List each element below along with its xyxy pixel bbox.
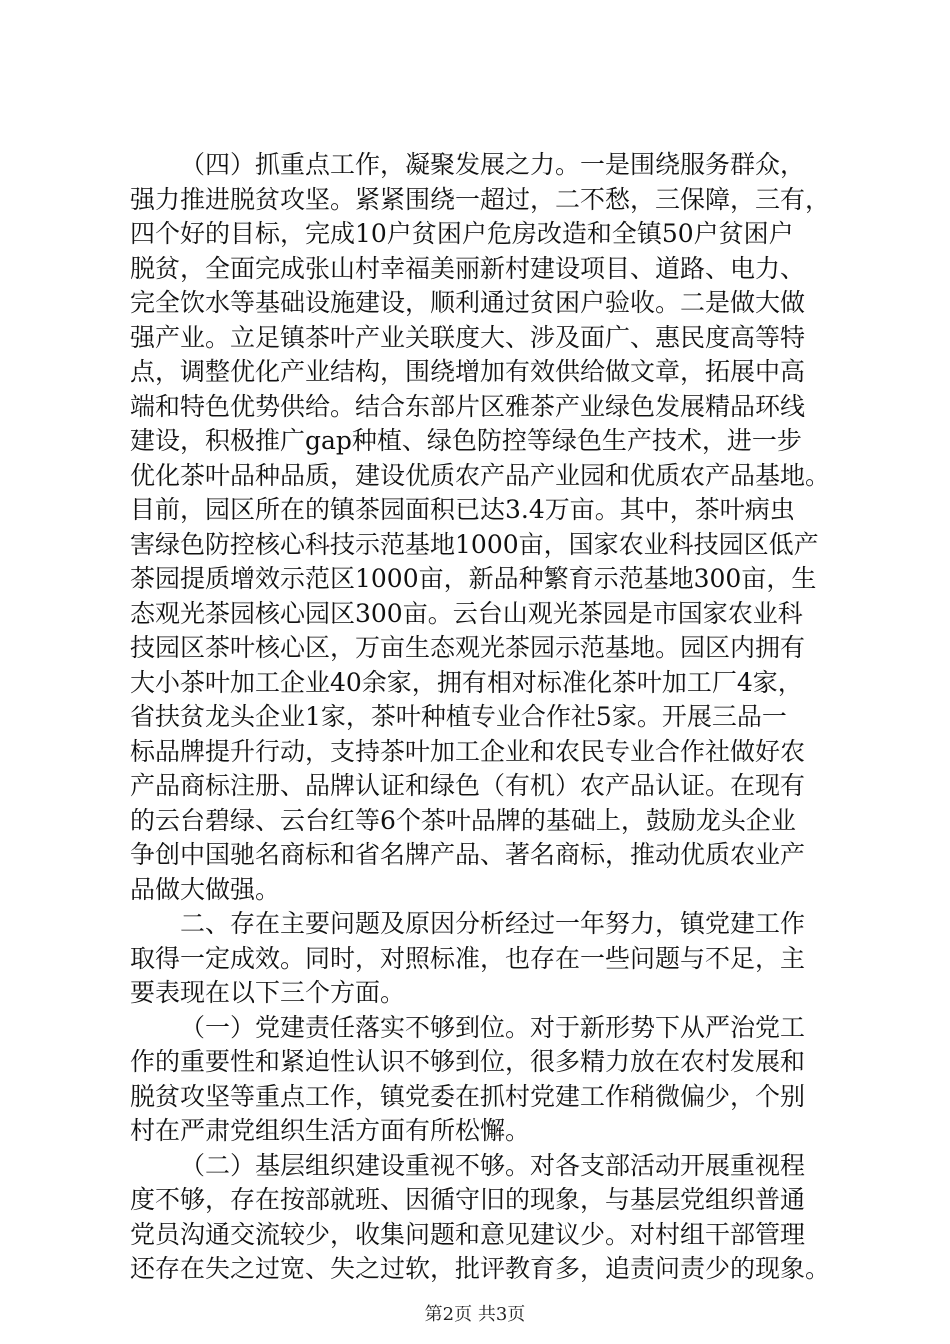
- paragraph-key-work: [130, 148, 860, 907]
- text-line: 点，调整优化产业结构，围绕增加有效供给做文章，拓展中高: [130, 357, 806, 386]
- text-line: 害绿色防控核心科技示范基地1000亩，国家农业科技园区低产: [130, 529, 819, 559]
- page-footer: 第2页 共3页: [424, 1304, 526, 1325]
- text-line: 四个好的目标，完成10户贫困户危房改造和全镇50户贫困户: [130, 219, 794, 248]
- text-line: 目前，园区所在的镇茶园面积已达3.4万亩。其中，茶叶病虫: [130, 495, 795, 524]
- text-line: 脱贫，全面完成张山村幸福美丽新村建设项目、道路、电力、: [130, 253, 806, 283]
- text-line: （一）党建责任落实不够到位。对于新形势下从严治党工: [180, 1012, 806, 1042]
- text-line: 茶园提质增效示范区1000亩，新品种繁育示范基地300亩，生: [130, 564, 817, 593]
- text-line: 标品牌提升行动，支持茶叶加工企业和农民专业合作社做好农: [130, 736, 806, 766]
- text-line: 技园区茶叶核心区，万亩生态观光茶园示范基地。园区内拥有: [130, 633, 806, 662]
- text-line: 大小茶叶加工企业40余家，拥有相对标准化茶叶加工厂4家，: [130, 667, 803, 697]
- text-line: 二、存在主要问题及原因分析经过一年努力，镇党建工作: [180, 909, 806, 938]
- paragraph-responsibility: [130, 1011, 860, 1149]
- text-line: 取得一定成效。同时，对照标准，也存在一些问题与不足，主: [130, 943, 806, 973]
- text-line: 村在严肃党组织生活方面有所松懈。: [130, 1116, 531, 1145]
- text-line: 脱贫攻坚等重点工作，镇党委在抓村党建工作稍微偏少，个别: [130, 1081, 806, 1111]
- text-line: 省扶贫龙头企业1家，茶叶种植专业合作社5家。开展三品一: [130, 702, 787, 731]
- text-line: （四）抓重点工作，凝聚发展之力。一是围绕服务群众，: [180, 150, 806, 179]
- text-line: 品做大做强。: [130, 874, 281, 904]
- text-line: 党员沟通交流较少，收集问题和意见建议少。对村组干部管理: [130, 1219, 806, 1249]
- text-line: 度不够，存在按部就班、因循守旧的现象，与基层党组织普通: [130, 1185, 806, 1214]
- paragraph-problems-intro: [130, 907, 860, 1011]
- text-line: 作的重要性和紧迫性认识不够到位，很多精力放在农村发展和: [130, 1047, 806, 1076]
- paragraph-grassroots: [130, 1149, 860, 1287]
- text-line: 态观光茶园核心园区300亩。云台山观光茶园是市国家农业科: [130, 598, 803, 628]
- text-line: 端和特色优势供给。结合东部片区雅茶产业绿色发展精品环线: [130, 391, 806, 421]
- text-line: 建设，积极推广gap种植、绿色防控等绿色生产技术，进一步: [130, 426, 802, 455]
- document-body: [130, 148, 860, 1287]
- text-line: 产品商标注册、品牌认证和绿色（有机）农产品认证。在现有: [130, 771, 806, 800]
- text-line: 争创中国驰名商标和省名牌产品、著名商标，推动优质农业产: [130, 840, 806, 869]
- text-line: 完全饮水等基础设施建设，顺利通过贫困户验收。二是做大做: [130, 288, 806, 317]
- text-line: 的云台碧绿、云台红等6个茶叶品牌的基础上，鼓励龙头企业: [130, 805, 796, 835]
- text-line: 优化茶叶品种品质，建设优质农产品产业园和优质农产品基地。: [130, 460, 831, 490]
- text-line: 强产业。立足镇茶叶产业关联度大、涉及面广、惠民度高等特: [130, 322, 806, 352]
- text-line: 还存在失之过宽、失之过软，批评教育多，追责问责少的现象。: [130, 1254, 831, 1283]
- text-line: 强力推进脱贫攻坚。紧紧围绕一超过，二不愁，三保障，三有，: [130, 184, 831, 214]
- text-line: 要表现在以下三个方面。: [130, 978, 406, 1007]
- text-line: （二）基层组织建设重视不够。对各支部活动开展重视程: [180, 1150, 806, 1180]
